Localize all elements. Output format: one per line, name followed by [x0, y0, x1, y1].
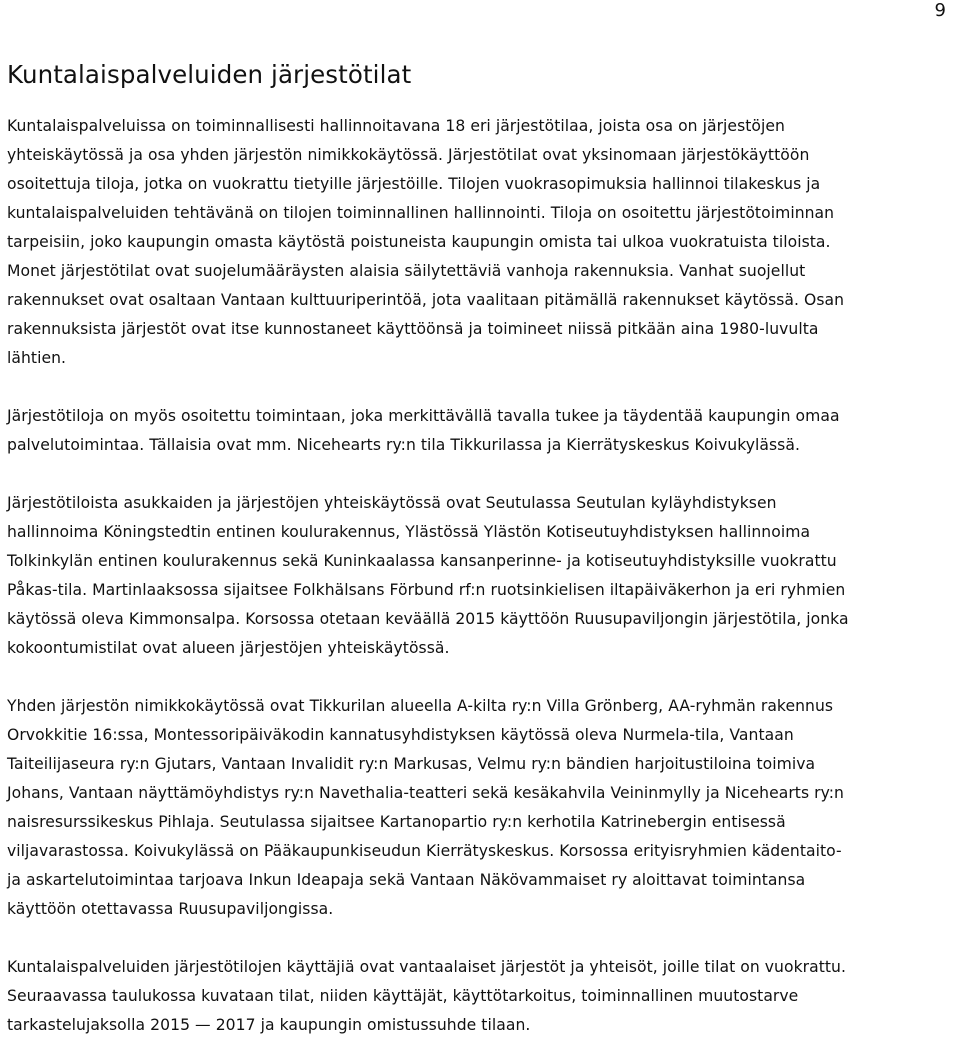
paragraph-support: Järjestötiloja on myös osoitettu toimintaan, joka merkittävällä tavalla tukee ja täydentää kaupungin omaa palvelutoimintaa. Tällaisia ovat mm. Nicehearts ry:n tila Tikkurilassa ja Kierrätyskeskus Koivukylässä. — [7, 407, 840, 454]
paragraph-users: Kuntalaispalveluiden järjestötilojen käyttäjiä ovat vantaalaiset järjestöt ja yhteisöt, joille tilat on vuokrattu. Seuraavassa taulukossa kuvataan tilat, niiden käyttäjät, käyttötarkoitus, toiminnallinen muutostarve tarkastelujaksolla 2015 — 2017 ja kaupungin omistussuhde tilaan. — [7, 958, 846, 1034]
paragraph-named-use: Yhden järjestön nimikkokäytössä ovat Tikkurilan alueella A-kilta ry:n Villa Grönberg, AA-ryhmän rakennus Orvokkitie 16:ssa, Montessoripäiväkodin kannatusyhdistyksen käytössä oleva Nurmela-tila, Vantaan Taiteilijaseura ry:n Gjutars, Vantaan Invalidit ry:n Markusas, Velmu ry:n bändien harjoitustiloina toimiva Johans, Vantaan näyttämöyhdistys ry:n Navethalia-teatteri sekä kesäkahvila Veininmylly ja Nicehearts ry:n naisresurssikeskus Pihlaja. Seutulassa sijaitsee Kartanopartio ry:n kerhotila Katrinebergin entisessä viljavarastossa. Koivukylässä on Pääkaupunkiseudun Kierrätyskeskus. Korsossa erityisryhmien kädentaito- ja askartelutoimintaa tarjoava Inkun Ideapaja sekä Vantaan Näkövammaiset ry aloittavat toimintansa käyttöön otettavassa Ruusupaviljongissa. — [7, 697, 844, 918]
paragraph-intro: Kuntalaispalveluissa on toiminnallisesti hallinnoitavana 18 eri järjestötilaa, joista osa on järjestöjen yhteiskäytössä ja osa yhden järjestön nimikkokäytössä. Järjestötilat ovat yksinomaan järjestökäyttöön osoitettuja tiloja, jotka on vuokrattu tietyille järjestöille. Tilojen vuokrasopimuksia hallinnoi tilakeskus ja kuntalaispalveluiden tehtävänä on tilojen toiminnallinen hallinnointi. Tiloja on osoitettu järjestötoiminnan tarpeisiin, joko kaupungin omasta käytöstä poistuneista kaupungin omista tai ulkoa vuokratuista tiloista. Monet järjestötilat ovat suojelumääräysten alaisia säilytettäviä vanhoja rakennuksia. Vanhat suojellut rakennukset ovat osaltaan Vantaan kulttuuriperintöä, jota vaalitaan pitämällä rakennukset käytössä. Osan rakennuksista järjestöt ovat itse kunnostaneet käyttöönsä ja toimineet niissä pitkään aina 1980-luvulta lähtien. — [7, 117, 845, 367]
document-body — [7, 58, 953, 1040]
page-title: Kuntalaispalveluiden järjestötilat — [7, 60, 412, 89]
paragraph-shared-use: Järjestötiloista asukkaiden ja järjestöjen yhteiskäytössä ovat Seutulassa Seutulan kyläyhdistyksen hallinnoima Köningstedtin entinen koulurakennus, Ylästössä Ylästön Kotiseutuyhdistyksen hallinnoima Tolkinkylän entinen koulurakennus sekä Kuninkaalassa kansanperinne- ja kotiseutuyhdistyksille vuokrattu Påkas-tila. Martinlaaksossa sijaitsee Folkhälsans Förbund rf:n ruotsinkielisen iltapäiväkerhon ja eri ryhmien käytössä oleva Kimmonsalpa. Korsossa otetaan keväällä 2015 käyttöön Ruusupaviljongin järjestötila, jonka kokoontumistilat ovat alueen järjestöjen yhteiskäytössä. — [7, 494, 849, 657]
page-number: 9 — [934, 0, 946, 21]
